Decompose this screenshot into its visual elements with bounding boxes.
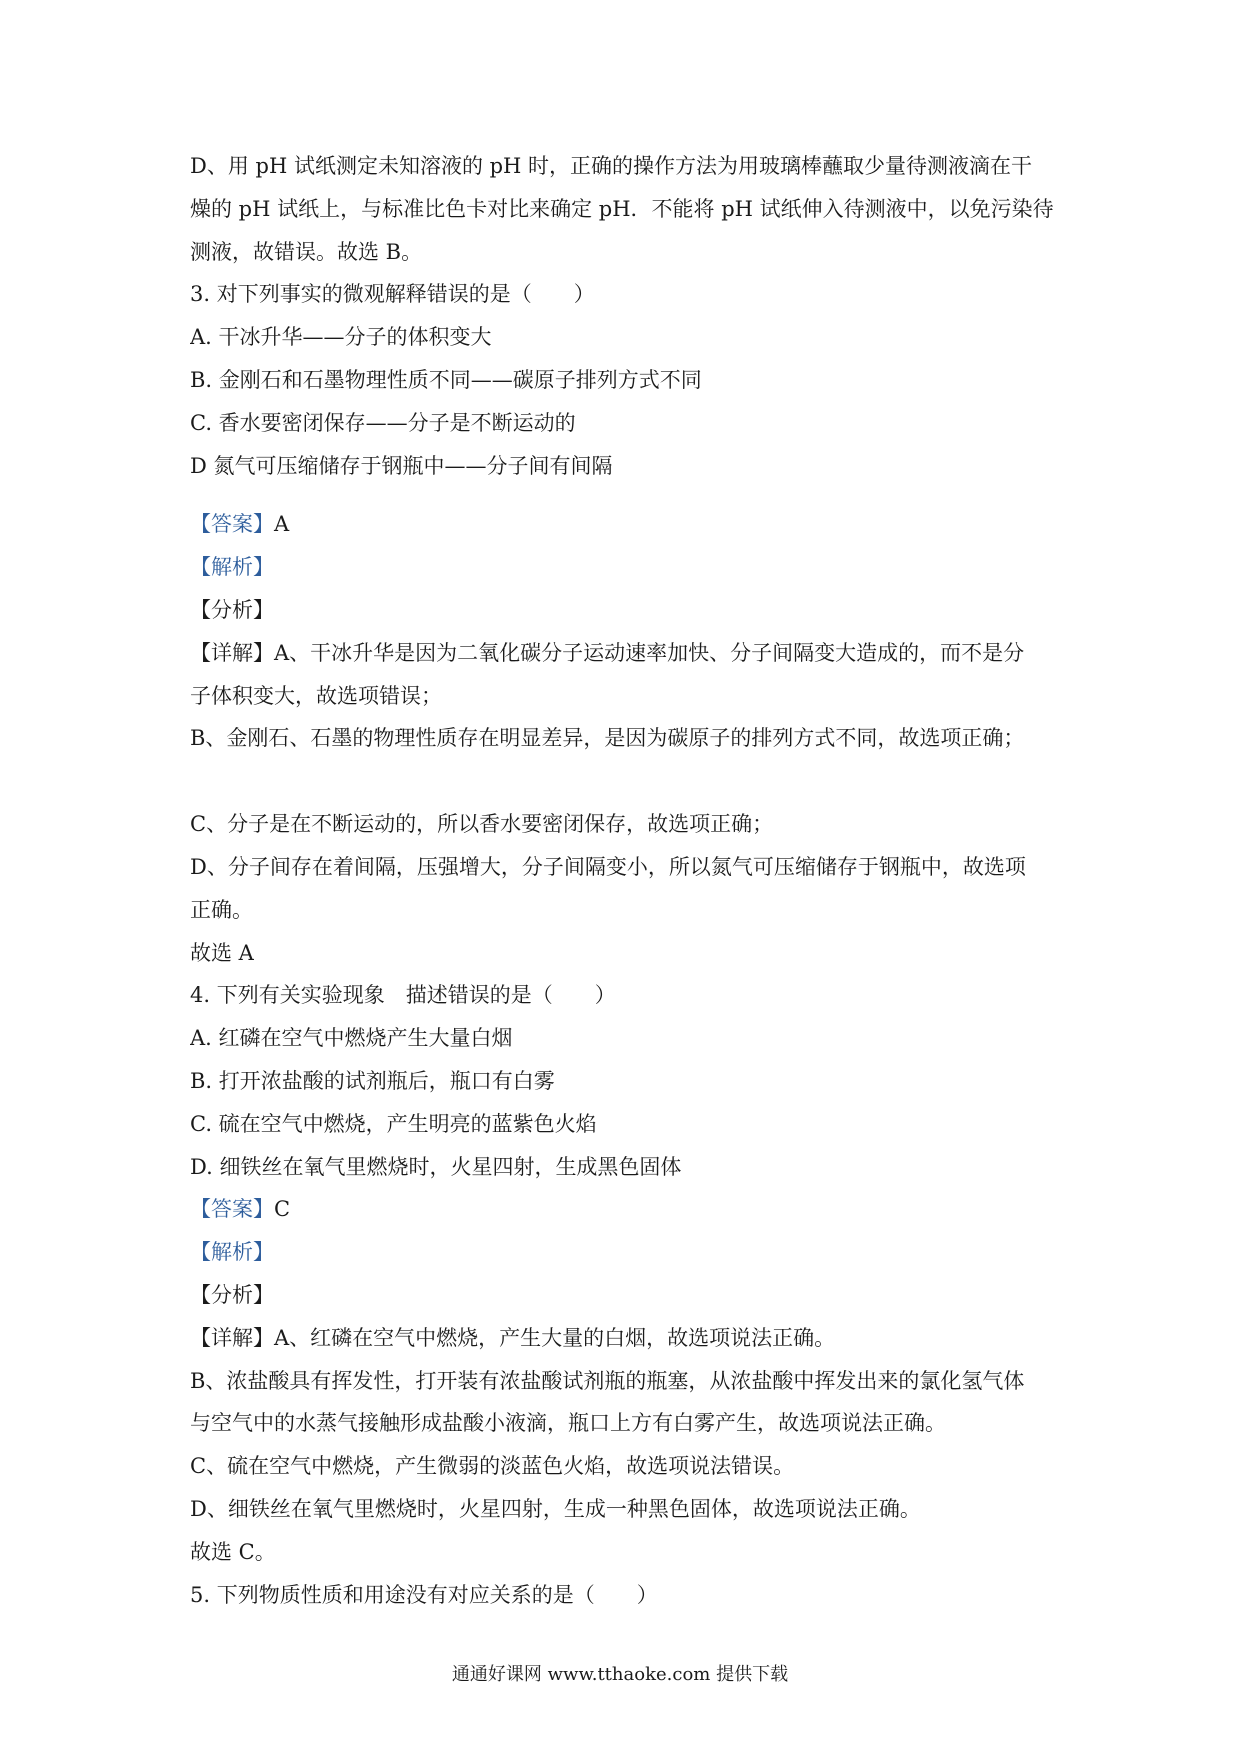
detail-text: A、红磷在空气中燃烧，产生大量的白烟，故选项说法正确。 [274,1325,836,1350]
answer-value: C [274,1197,291,1222]
q3-option-a: A. 干冰升华——分子的体积变大 [190,325,492,350]
q3-detail-a-line-2: 子体积变大，故选项错误； [190,683,442,708]
answer-tag: 【答案】 [190,512,274,537]
q4-fenxi-tag: 【分析】 [190,1282,274,1307]
detail-tag: 【详解】 [190,1325,274,1350]
q3-option-b: B. 金刚石和石墨物理性质不同——碳原子排列方式不同 [190,367,702,392]
detail-tag: 【详解】 [190,640,274,665]
q4-option-a: A. 红磷在空气中燃烧产生大量白烟 [190,1026,513,1051]
document-page [190,145,1070,1616]
q3-final-choice: 故选 A [190,940,254,965]
q3-fenxi-tag: 【分析】 [190,597,274,622]
q3-jiexi-tag: 【解析】 [190,555,274,580]
answer-tag: 【答案】 [190,1197,274,1222]
q4-detail-b-line-2: 与空气中的水蒸气接触形成盐酸小液滴，瓶口上方有白雾产生，故选项说法正确。 [190,1411,946,1436]
q3-detail-a-line-1 [190,632,1070,675]
q4-detail-c: C、硫在空气中燃烧，产生微弱的淡蓝色火焰，故选项说法错误。 [190,1454,795,1479]
spacer [190,487,1070,503]
q5-stem: 5. 下列物质性质和用途没有对应关系的是（ ） [190,1582,658,1607]
q3-detail-c: C、分子是在不断运动的，所以香水要密闭保存，故选项正确； [190,812,774,837]
q4-detail-a [190,1317,1070,1360]
q4-final-choice: 故选 C。 [190,1539,276,1564]
q3-detail-d-line-2: 正确。 [190,897,253,922]
q4-option-c: C. 硫在空气中燃烧，产生明亮的蓝紫色火焰 [190,1111,597,1136]
q3-detail-d-line-1: D、分子间存在着间隔，压强增大，分子间隔变小，所以氮气可压缩储存于钢瓶中，故选项 [190,854,1026,879]
q4-detail-b-line-1: B、浓盐酸具有挥发性，打开装有浓盐酸试剂瓶的瓶塞，从浓盐酸中挥发出来的氯化氢气体 [190,1368,1025,1393]
spacer [190,760,1070,803]
q3-option-c: C. 香水要密闭保存——分子是不断运动的 [190,410,576,435]
answer-value: A [274,512,290,537]
q2-option-d-explanation-line-1: D、用 pH 试纸测定未知溶液的 pH 时，正确的操作方法为用玻璃棒蘸取少量待测液滴在干 [190,154,1033,178]
page-footer: 通通好课网 www.tthaoke.com 提供下载 [451,1664,789,1685]
q4-answer [190,1188,1070,1231]
q4-option-b: B. 打开浓盐酸的试剂瓶后，瓶口有白雾 [190,1068,555,1093]
q3-option-d: D 氮气可压缩储存于钢瓶中——分子间有间隔 [190,453,613,478]
q4-stem: 4. 下列有关实验现象 描述错误的是（ ） [190,983,616,1008]
q3-answer [190,503,1070,546]
q3-stem: 3. 对下列事实的微观解释错误的是（ ） [190,282,595,307]
q4-detail-d: D、细铁丝在氧气里燃烧时，火星四射，生成一种黑色固体，故选项说法正确。 [190,1496,921,1521]
q2-option-d-explanation-line-2: 燥的 pH 试纸上，与标准比色卡对比来确定 pH．不能将 pH 试纸伸入待测液中，以免污染待 [190,196,1054,221]
detail-text: A、干冰升华是因为二氧化碳分子运动速率加快、分子间隔变大造成的，而不是分 [274,640,1025,665]
q3-detail-b: B、金刚石、石墨的物理性质存在明显差异，是因为碳原子的排列方式不同，故选项正确； [190,726,1025,751]
q2-option-d-explanation-line-3: 测液，故错误。故选 B。 [190,239,423,264]
q4-option-d: D. 细铁丝在氧气里燃烧时，火星四射，生成黑色固体 [190,1154,682,1179]
q4-jiexi-tag: 【解析】 [190,1240,274,1265]
